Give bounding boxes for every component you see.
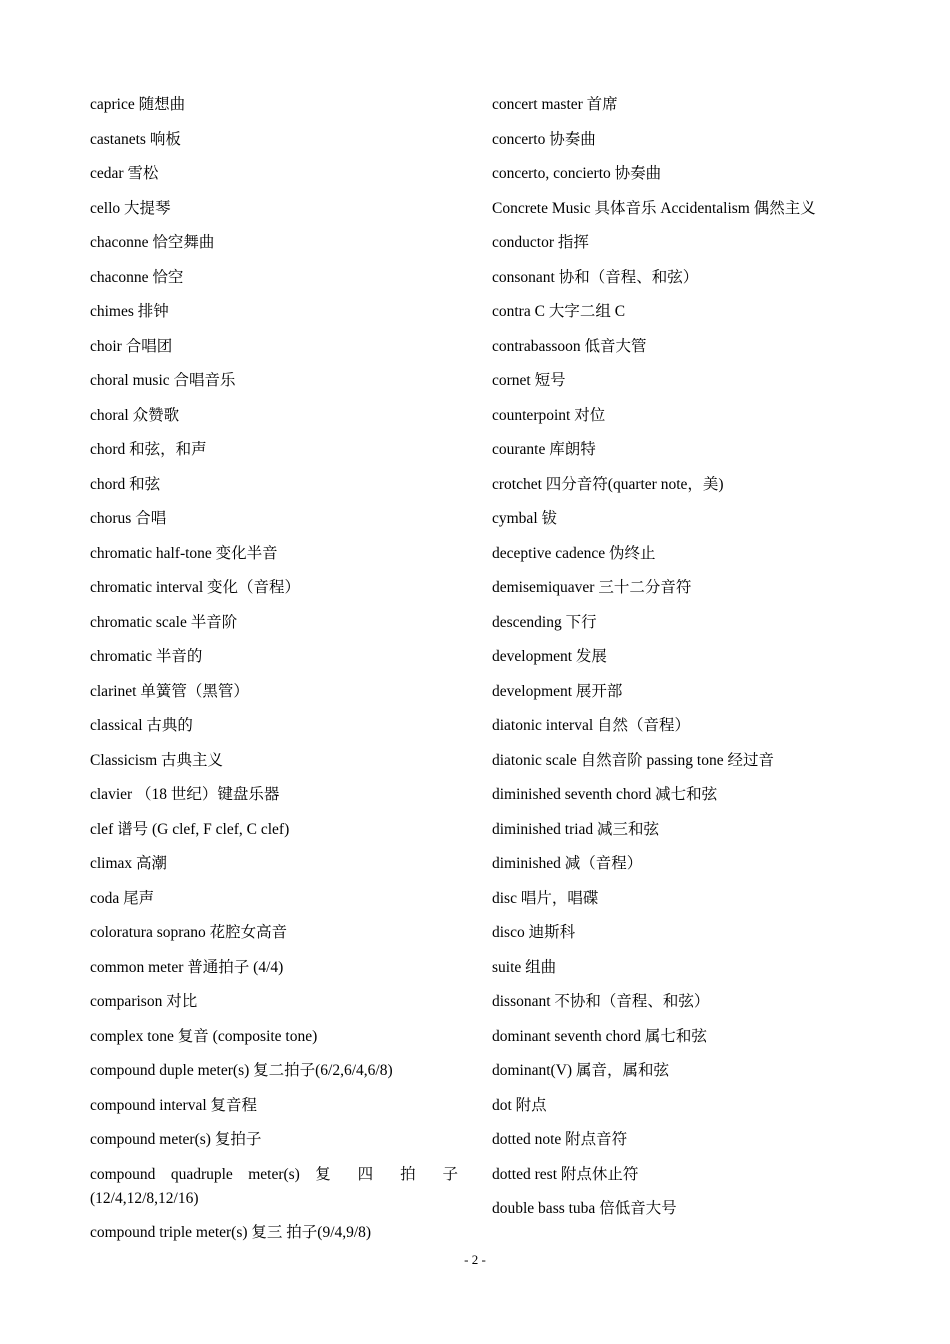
glossary-entry: clef 谱号 (G clef, F clef, C clef): [90, 820, 290, 838]
glossary-entry: chord 和弦，和声: [90, 441, 207, 458]
glossary-entry: dissonant 不协和（音程、和弦）: [492, 993, 710, 1010]
glossary-entry: contrabassoon 低音大管: [492, 337, 647, 355]
glossary-entry: concerto, concierto 协奏曲: [492, 165, 662, 182]
glossary-entry: chromatic interval 变化（音程）: [90, 579, 301, 596]
glossary-entry: choir 合唱团: [90, 337, 173, 355]
glossary-entry: Concrete Music 具体音乐 Accidentalism 偶然主义: [492, 199, 816, 217]
glossary-entry: coloratura soprano 花腔女高音: [90, 924, 288, 941]
glossary-entry: diminished 减（音程）: [492, 855, 643, 872]
glossary-entry: comparison 对比: [90, 993, 198, 1010]
glossary-entry: crotchet 四分音符(quarter note，美): [492, 475, 724, 493]
glossary-entry: concerto 协奏曲: [492, 130, 596, 148]
glossary-entry: deceptive cadence 伪终止: [492, 544, 656, 562]
glossary-entry: cedar 雪松: [90, 165, 159, 182]
glossary-entry: dominant(V) 属音，属和弦: [492, 1062, 669, 1079]
glossary-entry: consonant 协和（音程、和弦）: [492, 268, 699, 286]
glossary-entry: clavier （18 世纪）键盘乐器: [90, 786, 280, 803]
glossary-entry: dotted rest 附点休止符: [492, 1165, 639, 1183]
glossary-entry: chromatic half-tone 变化半音: [90, 544, 278, 562]
glossary-entry: conductor 指挥: [492, 234, 589, 251]
glossary-entry-wrapped: [90, 1163, 458, 1211]
glossary-entry: chaconne 恰空: [90, 268, 184, 286]
glossary-entry: choral music 合唱音乐: [90, 372, 236, 389]
left-glossary-column: [90, 93, 458, 1256]
glossary-entry: dot 附点: [492, 1096, 547, 1114]
glossary-entry: compound meter(s) 复拍子: [90, 1131, 262, 1148]
glossary-entry: cymbal 钹: [492, 510, 557, 527]
glossary-entry: cornet 短号: [492, 372, 566, 389]
glossary-entry: castanets 响板: [90, 130, 181, 148]
page-number: - 2 -: [464, 1252, 486, 1267]
glossary-entry: classical 古典的: [90, 717, 193, 734]
glossary-entry: diatonic scale 自然音阶 passing tone 经过音: [492, 751, 774, 769]
glossary-entry: courante 库朗特: [492, 441, 596, 458]
glossary-entry: diminished seventh chord 减七和弦: [492, 786, 718, 803]
glossary-entry: disco 迪斯科: [492, 924, 576, 941]
glossary-entry: compound triple meter(s) 复三 拍子(9/4,9/8): [90, 1224, 372, 1241]
glossary-entry-continuation: (12/4,12/8,12/16): [90, 1189, 199, 1207]
glossary-entry: chimes 排钟: [90, 303, 169, 320]
glossary-entry: compound duple meter(s) 复二拍子(6/2,6/4,6/8): [90, 1062, 393, 1079]
glossary-entry: descending 下行: [492, 613, 597, 631]
glossary-entry: common meter 普通拍子 (4/4): [90, 958, 284, 976]
glossary-entry: demisemiquaver 三十二分音符: [492, 579, 692, 596]
glossary-entry: Classicism 古典主义: [90, 751, 224, 769]
glossary-entry: suite 组曲: [492, 958, 557, 976]
glossary-entry: double bass tuba 倍低音大号: [492, 1200, 677, 1217]
glossary-entry: chromatic 半音的: [90, 648, 203, 665]
glossary-entry: contra C 大字二组 C: [492, 303, 626, 320]
glossary-entry: development 发展: [492, 648, 607, 665]
glossary-entry: chaconne 恰空舞曲: [90, 234, 215, 251]
glossary-entry: counterpoint 对位: [492, 406, 606, 424]
glossary-entry: coda 尾声: [90, 889, 155, 907]
glossary-entry: diminished triad 减三和弦: [492, 820, 660, 838]
glossary-entry: clarinet 单簧管（黑管）: [90, 682, 249, 700]
glossary-entry: cello 大提琴: [90, 199, 171, 217]
glossary-entry: development 展开部: [492, 682, 623, 700]
glossary-entry: concert master 首席: [492, 96, 618, 113]
glossary-entry: chromatic scale 半音阶: [90, 613, 238, 631]
glossary-entry: dotted note 附点音符: [492, 1131, 628, 1148]
glossary-entry: compound interval 复音程: [90, 1096, 258, 1114]
glossary-entry: diatonic interval 自然（音程）: [492, 717, 691, 734]
glossary-entry: complex tone 复音 (composite tone): [90, 1027, 318, 1045]
glossary-entry: dominant seventh chord 属七和弦: [492, 1027, 707, 1045]
right-glossary-column: [492, 93, 892, 1232]
glossary-entry: caprice 随想曲: [90, 96, 186, 113]
glossary-entry: chorus 合唱: [90, 510, 167, 527]
glossary-entry: disc 唱片，唱碟: [492, 889, 599, 907]
glossary-entry: climax 高潮: [90, 855, 168, 872]
glossary-entry: chord 和弦: [90, 475, 161, 493]
glossary-entry-line: compound quadruple meter(s) 复 四 拍 子: [90, 1165, 458, 1183]
glossary-entry: choral 众赞歌: [90, 406, 180, 424]
